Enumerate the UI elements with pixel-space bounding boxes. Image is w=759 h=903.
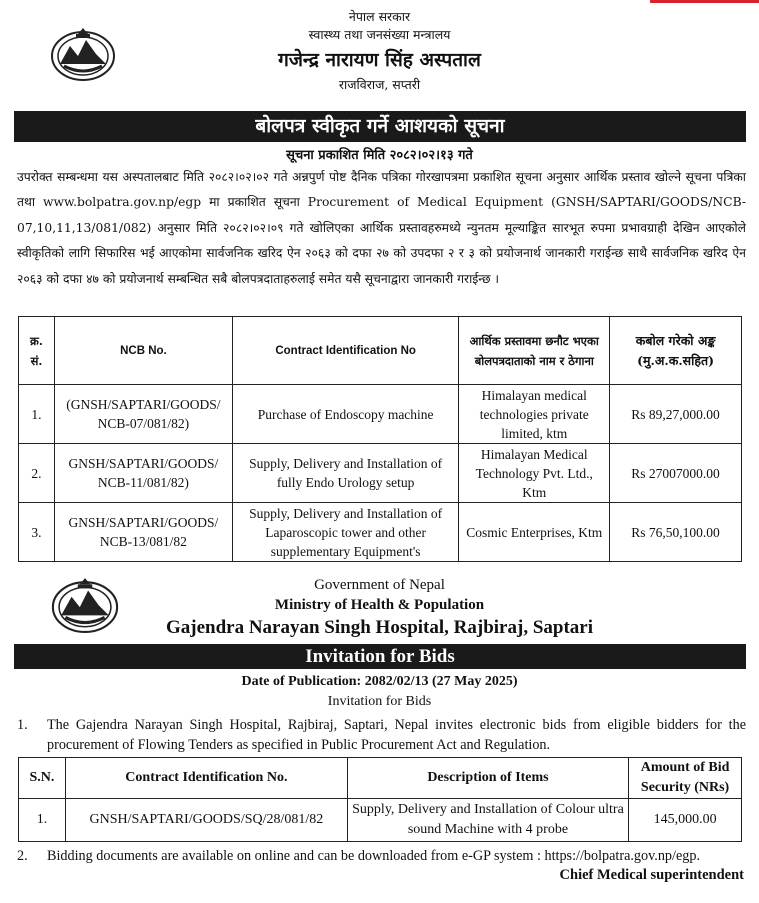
bid-item-2 <box>17 846 746 866</box>
ministry-label: स्वास्थ्य तथा जनसंख्या मन्त्रालय <box>308 27 451 42</box>
table-row <box>19 799 742 842</box>
table-cell: Himalayan medical technologies private limited, ktm <box>459 385 610 444</box>
bid-item-1 <box>17 715 746 755</box>
govt-label-en: Government of Nepal <box>314 577 445 593</box>
item-text: The Gajendra Narayan Singh Hospital, Rajbiraj, Saptari, Nepal invites electronic bids from eligible bidders for the procurement of Flowing Tenders as specified in Public Procurement Act and Regulation. <box>47 717 746 753</box>
col-header: कबोल गरेको अङ्क (मु.अ.क.सहित) <box>610 317 742 385</box>
col-header: Description of Items <box>347 758 628 799</box>
english-header <box>0 575 759 641</box>
bids-title-band: Invitation for Bids <box>14 644 746 669</box>
table-cell: 2. <box>19 444 55 503</box>
col-header: Contract Identification No <box>232 317 459 385</box>
item-number: 2. <box>17 848 28 864</box>
table-cell: GNSH/SAPTARI/GOODS/ NCB-11/081/82) <box>54 444 232 503</box>
table-cell: Purchase of Endoscopy machine <box>232 385 459 444</box>
hospital-location: राजविराज, सप्तरी <box>338 77 421 92</box>
table-cell: Rs 76,50,100.00 <box>610 503 742 562</box>
table-cell: Supply, Delivery and Installation of Colour ultra sound Machine with 4 probe <box>347 799 628 842</box>
table-cell: GNSH/SAPTARI/GOODS/ NCB-13/081/82 <box>54 503 232 562</box>
table-cell: Cosmic Enterprises, Ktm <box>459 503 610 562</box>
item-number: 1. <box>17 717 28 733</box>
col-header: Amount of Bid Security (NRs) <box>629 758 742 799</box>
item-text: Bidding documents are available on online and can be downloaded from e-GP system : https://bolpatra.gov.np/egp. <box>47 848 700 864</box>
hospital-name: गजेन्द्र नारायण सिंह अस्पताल <box>278 49 481 71</box>
col-header: NCB No. <box>54 317 232 385</box>
table-cell: 3. <box>19 503 55 562</box>
table-cell: 145,000.00 <box>629 799 742 842</box>
table-cell: 1. <box>19 385 55 444</box>
table-row <box>19 385 742 444</box>
table-header-row <box>19 758 742 799</box>
notice-date: सूचना प्रकाशित मिति २०८२।०२।१३ गते <box>286 148 473 163</box>
signature-title: Chief Medical superintendent <box>559 867 744 883</box>
col-header: आर्थिक प्रस्तावमा छनौट भएका बोलपत्रदाताको नाम र ठेगाना <box>459 317 610 385</box>
hospital-name-en: Gajendra Narayan Singh Hospital, Rajbiraj, Saptari <box>165 617 593 638</box>
notice-title-band: बोलपत्र स्वीकृत गर्ने आशयको सूचना <box>14 111 746 142</box>
table-cell: Supply, Delivery and Installation of fully Endo Urology setup <box>232 444 459 503</box>
table-cell: GNSH/SAPTARI/GOODS/SQ/28/081/82 <box>65 799 347 842</box>
table-cell: (GNSH/SAPTARI/GOODS/ NCB-07/081/82) <box>54 385 232 444</box>
table-cell: Supply, Delivery and Installation of Laparoscopic tower and other supplementary Equipment's <box>232 503 459 562</box>
table-cell: Himalayan Medical Technology Pvt. Ltd., Ktm <box>459 444 610 503</box>
bids-table <box>18 757 742 842</box>
table-row <box>19 444 742 503</box>
top-accent-line <box>650 0 759 3</box>
govt-label: नेपाल सरकार <box>348 9 411 24</box>
table-row <box>19 503 742 562</box>
ministry-label-en: Ministry of Health & Population <box>274 597 485 613</box>
col-header: Contract Identification No. <box>65 758 347 799</box>
publication-date: Date of Publication: 2082/02/13 (27 May 2025) <box>241 674 518 689</box>
award-table <box>18 316 742 562</box>
col-header: S.N. <box>19 758 66 799</box>
notice-body: उपरोक्त सम्बन्धमा यस अस्पतालबाट मिति २०८२।०२।०२ गते अन्नपुर्ण पोष्ट दैनिक पत्रिका गोरखापत्रमा प्रकाशित सूचना अनुसार आर्थिक प्रस्ताव खोल्ने सूचना पत्रिका तथा www.bolpatra.gov.np/egp मा प्रकाशित सूचना Procurement of Medical Equipment (GNSH/SAPTARI/GOODS/NCB-07,10,11,13/081/082) अनुसार मिति २०८२।०२।०९ गते खोलिएका आर्थिक प्रस्तावहरुमध्ये न्युनतम मूल्याङ्कित सारभूत रुपमा प्रभावग्राही देखिन आएकोले स्वीकृतिको लागि सिफारिस भई आएकोमा सार्वजनिक खरिद ऐन २०६३ को दफा २७ को उपदफा २ र ३ को प्रयोजनार्थ जानकारी गराईन्छ साथै सार्वजनिक खरिद ऐन २०६३ को दफा ४७ को प्रयोजनार्थ सम्बन्धित सबै बोलपत्रदाताहरुलाई समेत यसै सूचनाद्वारा जानकारी गराईन्छ । <box>17 170 746 286</box>
table-cell: 1. <box>19 799 66 842</box>
table-cell: Rs 27007000.00 <box>610 444 742 503</box>
table-header-row <box>19 317 742 385</box>
table-cell: Rs 89,27,000.00 <box>610 385 742 444</box>
nepali-header <box>0 8 759 94</box>
bids-subtitle: Invitation for Bids <box>327 694 432 709</box>
col-header: क्र. सं. <box>19 317 55 385</box>
